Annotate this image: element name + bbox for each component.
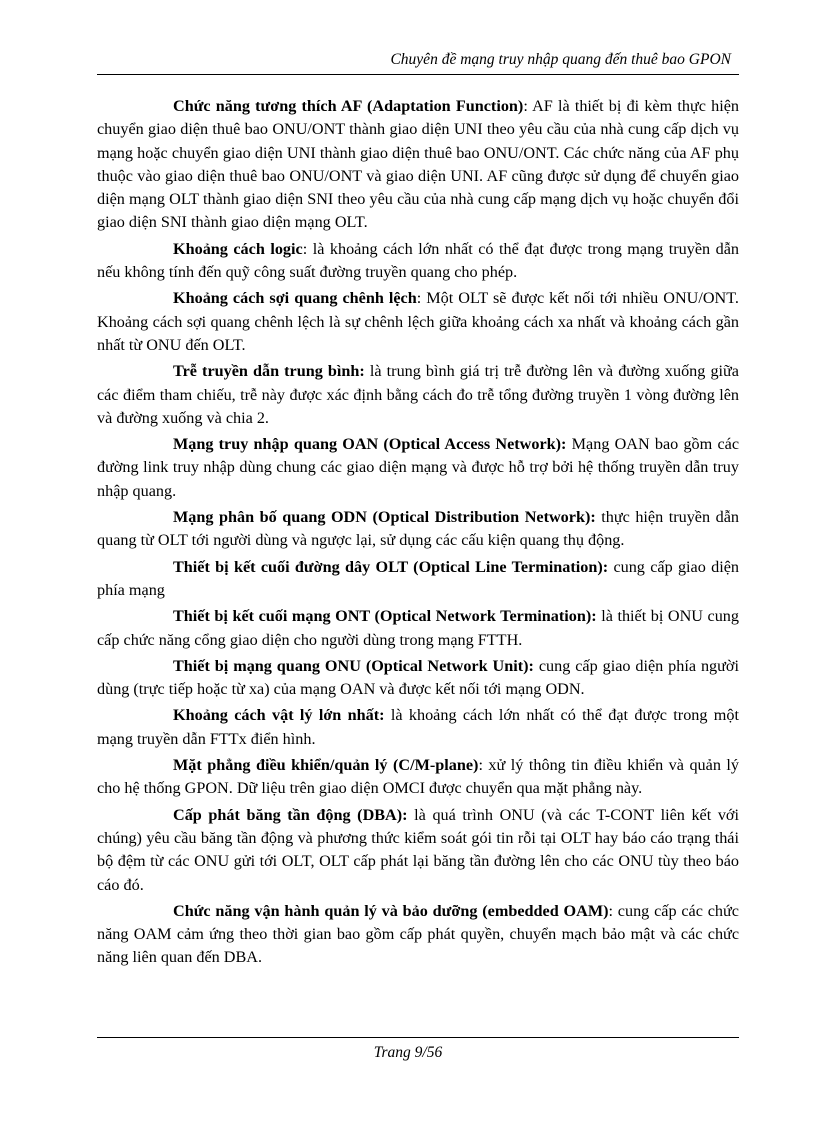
term: Chức năng vận hành quản lý và bảo dưỡng (embedded OAM) <box>173 901 609 920</box>
page-number: Trang 9/56 <box>373 1044 443 1061</box>
paragraph-embedded-oam <box>97 900 739 970</box>
paragraph-logic-distance <box>97 238 739 285</box>
paragraph-max-physical-distance <box>97 704 739 751</box>
term-separator: : <box>523 97 528 115</box>
term: Thiết bị mạng quang ONU (Optical Network Unit): <box>173 656 534 675</box>
paragraph-af <box>97 95 739 235</box>
term: Mạng phân bố quang ODN (Optical Distribution Network): <box>173 508 596 527</box>
definition: cung cấp các chức năng OAM cảm ứng theo thời gian bao gồm cấp phát quyền, chuyển mạch bảo mật và các chức năng liên quan đến DBA. <box>97 901 739 967</box>
definition: là khoảng cách lớn nhất có thể đạt được trong một mạng truyền dẫn FTTx điển hình. <box>97 706 739 748</box>
header-divider <box>97 74 739 75</box>
paragraph-oan <box>97 433 739 503</box>
paragraph-onu <box>97 655 739 702</box>
term-separator: : <box>608 901 613 920</box>
footer-divider <box>97 1037 739 1038</box>
term: Khoảng cách sợi quang chênh lệch <box>173 289 417 308</box>
definition: là thiết bị ONU cung cấp chức năng cổng giao diện cho người dùng trong mạng FTTH. <box>97 607 739 649</box>
definition: cung cấp giao diện phía mạng <box>97 557 739 599</box>
term-separator: (DBA): <box>350 805 408 824</box>
paragraph-ont <box>97 605 739 652</box>
definition: thực hiện truyền dẫn quang từ OLT tới người dùng và ngược lại, sử dụng các cấu kiện quang thụ động. <box>97 508 739 550</box>
definition: xử lý thông tin điều khiển và quản lý cho hệ thống GPON. Dữ liệu trên giao diện OMCI được chuyển qua mặt phẳng này. <box>97 756 739 798</box>
term: Thiết bị kết cuối đường dây OLT (Optical Line Termination): <box>173 557 609 576</box>
paragraph-odn <box>97 506 739 553</box>
term: Thiết bị kết cuối mạng ONT (Optical Network Termination): <box>173 607 597 626</box>
term: Mặt phẳng điều khiển/quản lý (C/M-plane) <box>173 756 479 775</box>
definition: cung cấp giao diện phía người dùng (trực tiếp hoặc từ xa) của mạng OAN và được kết nối tới mạng ODN. <box>97 656 739 699</box>
body-text <box>97 95 739 973</box>
definition: Mạng OAN bao gồm các đường link truy nhập dùng chung các giao diện mạng và được hỗ trợ bởi hệ thống truyền dẫn truy nhập quang. <box>97 435 740 500</box>
definition: là trung bình giá trị trễ đường lên và đường xuống giữa các điểm tham chiếu, trễ này được xác định bằng cách đo trễ tổng đường truyền 1 vòng đường lên và đường xuống và chia 2. <box>97 362 739 427</box>
paragraph-mean-delay <box>97 360 739 430</box>
term: Chức năng tương thích AF (Adaptation Function) <box>173 97 524 115</box>
term-separator: : <box>302 239 308 258</box>
definition: là quá trình ONU (và các T-CONT liên kết với chúng) yêu cầu băng tần động và phương thức kiểm soát gói tin rỗi tại OLT hay báo cáo trạng thái bộ đệm từ các ONU gửi tới OLT, OLT cấp phát lại băng tần đường lên cho các ONU tùy theo báo cáo đó. <box>97 805 739 894</box>
paragraph-olt <box>97 556 739 603</box>
definition: là khoảng cách lớn nhất có thể đạt được trong mạng truyền dẫn nếu không tính đến quỹ công suất đường truyền quang cho phép. <box>97 239 739 282</box>
term: Cấp phát băng tần động <box>173 805 351 824</box>
term-separator: : <box>478 756 483 775</box>
definition: Một OLT sẽ được kết nối tới nhiều ONU/ONT. Khoảng cách sợi quang chênh lệch là sự chênh lệch giữa khoảng cách xa nhất và khoảng cách gần nhất từ ONU đến OLT. <box>97 289 739 354</box>
term-separator: : <box>416 289 422 308</box>
paragraph-cm-plane <box>97 754 739 801</box>
paragraph-dba <box>97 804 739 897</box>
definition: AF là thiết bị đi kèm thực hiện chuyển giao diện thuê bao ONU/ONT thành giao diện UNI theo yêu cầu của nhà cung cấp dịch vụ mạng hoặc chuyển giao diện UNI thành giao diện thuê bao ONU/ONT. Các chức năng của AF phụ thuộc vào giao diện thuê bao ONU/ONT và giao diện UNI. AF cũng được sử dụng để chuyển giao diện mạng OLT thành giao diện SNI theo yêu cầu của nhà cung cấp mạng dịch vụ hoặc chuyển đổi giao diện SNI thành giao diện mạng OLT. <box>97 97 739 232</box>
term: Mạng truy nhập quang OAN (Optical Access Network): <box>173 435 567 454</box>
term: Khoảng cách logic <box>173 239 303 258</box>
paragraph-differential-distance <box>97 287 739 357</box>
term: Khoảng cách vật lý lớn nhất: <box>173 706 385 725</box>
running-header: Chuyên đề mạng truy nhập quang đến thuê bao GPON <box>390 51 731 68</box>
term: Trễ truyền dẫn trung bình: <box>173 362 365 381</box>
